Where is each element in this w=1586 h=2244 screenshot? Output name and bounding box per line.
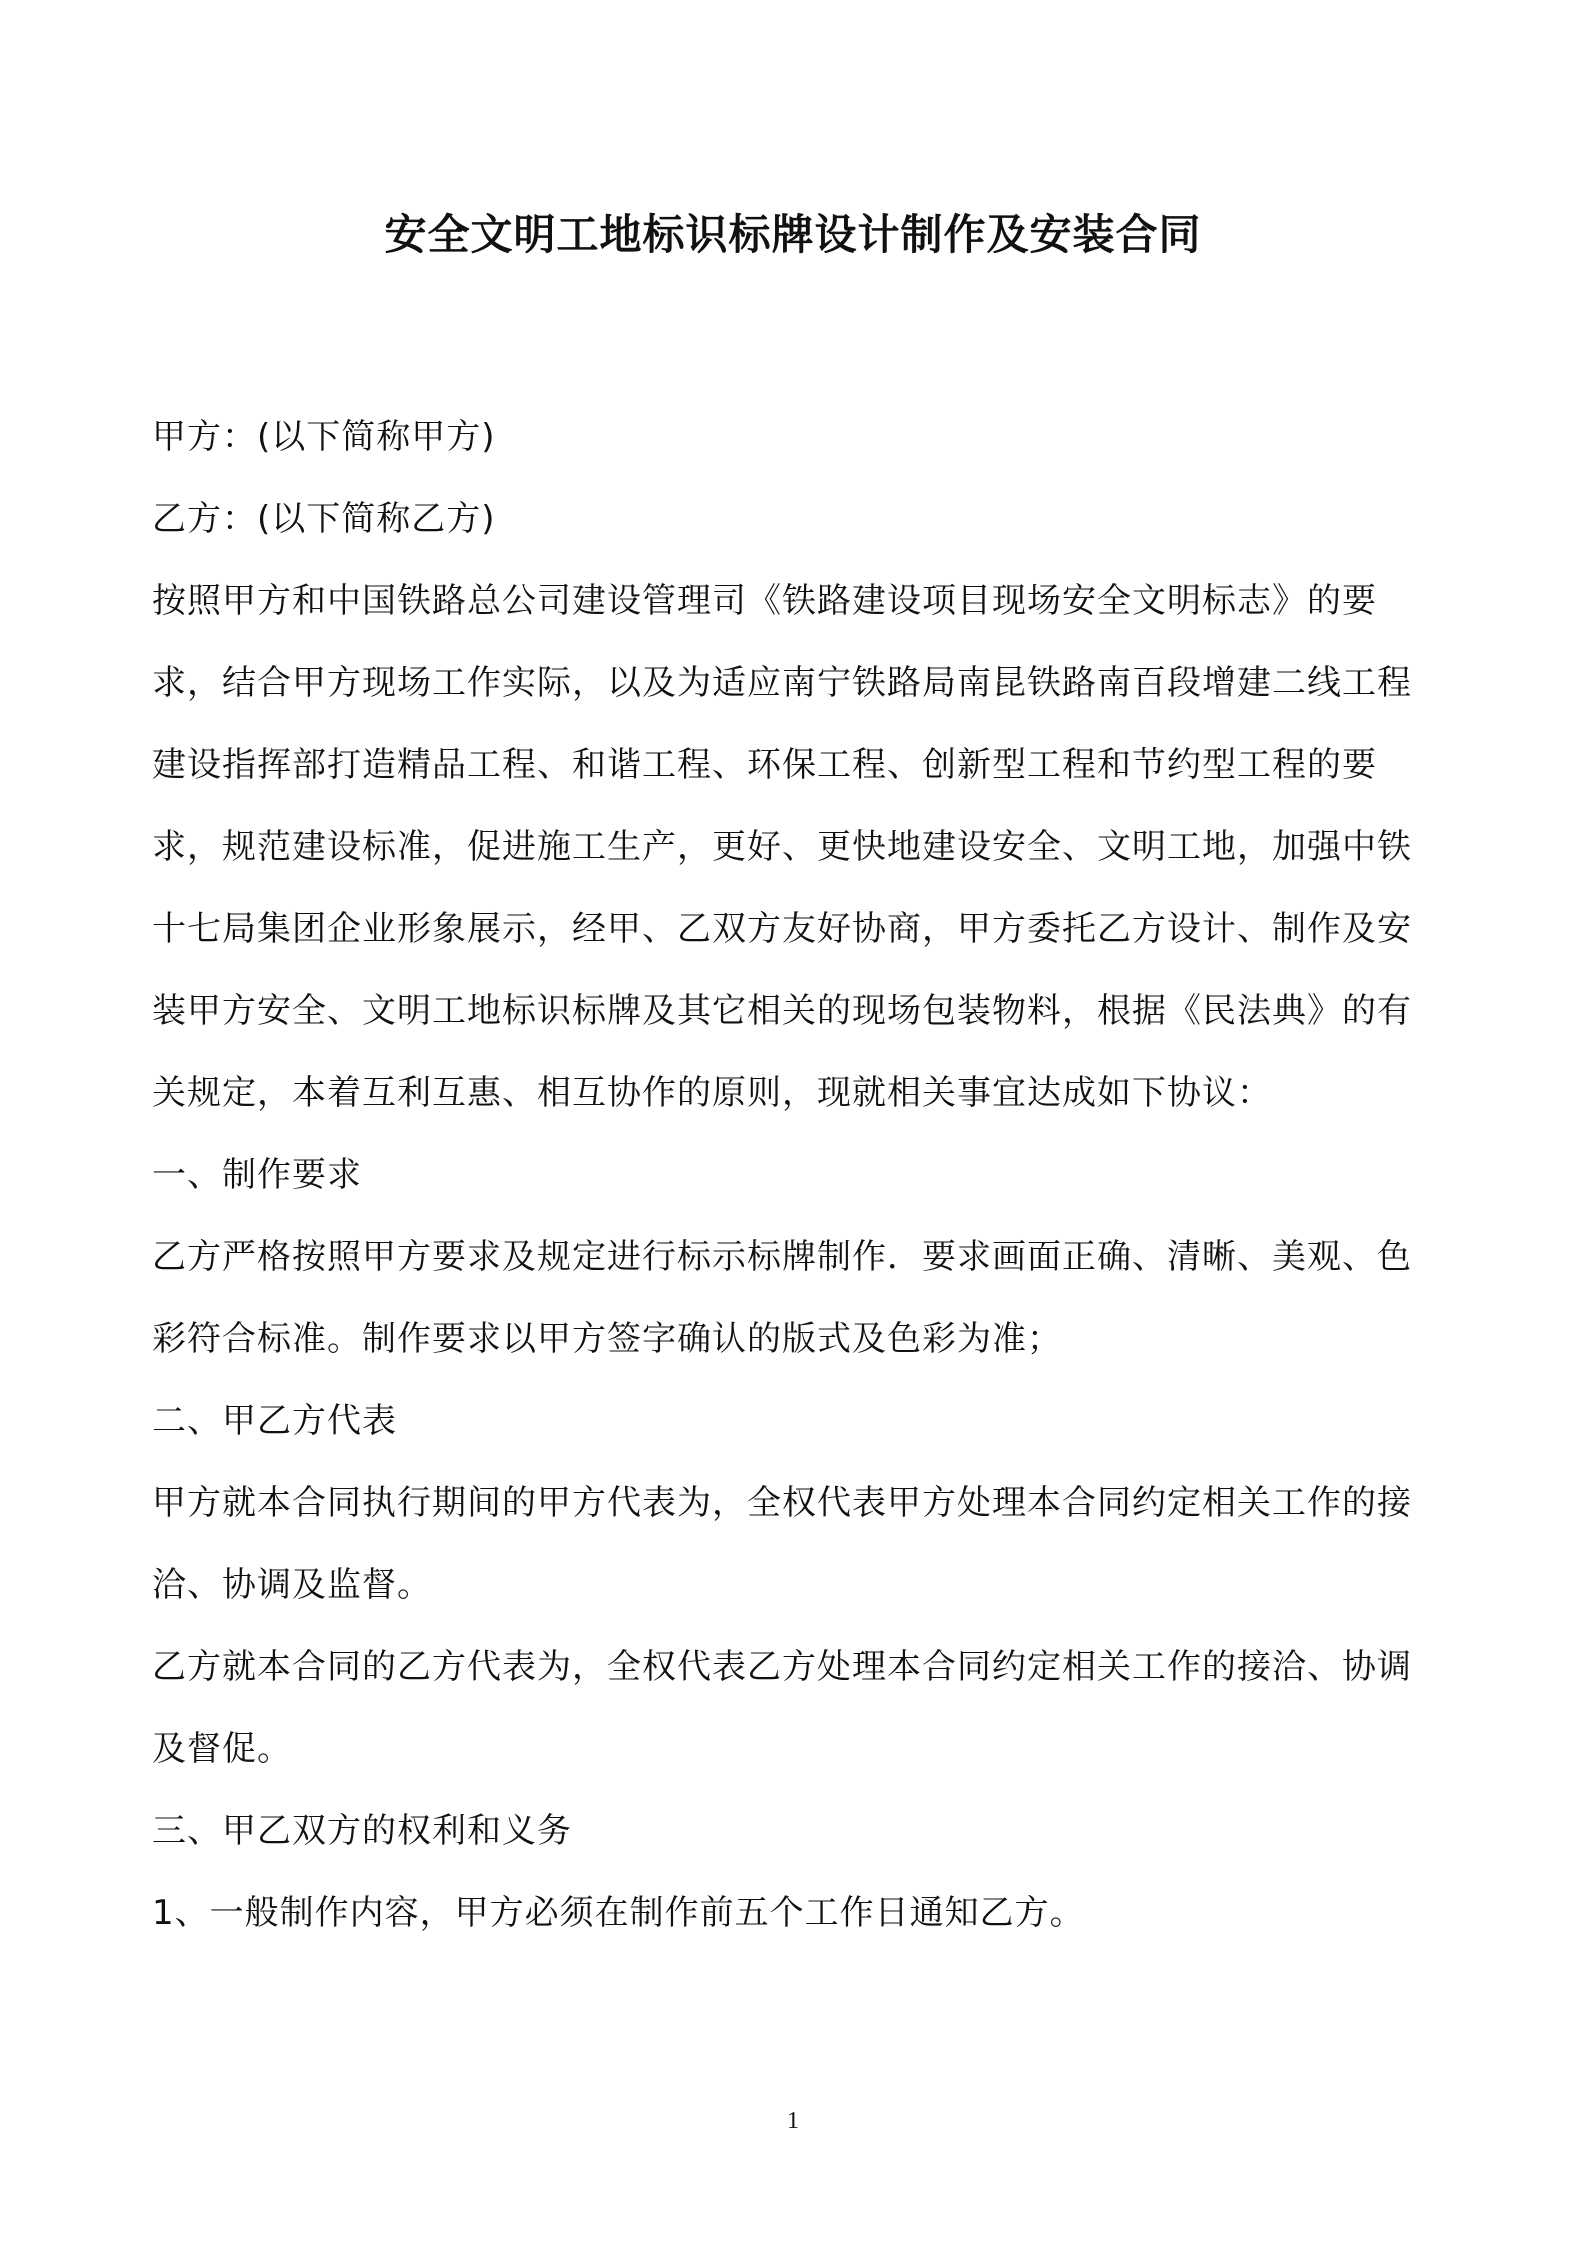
section-2-heading: 二、甲乙方代表 (152, 1401, 397, 1441)
section-1-paragraph: 乙方严格按照甲方要求及规定进行标示标牌制作．要求画面正确、清晰、美观、色彩符合标准。制作要求以甲方签字确认的版式及色彩为准； (152, 1237, 1412, 1359)
document-body (152, 396, 1442, 1954)
section-1-heading: 一、制作要求 (152, 1155, 362, 1195)
page-number: 1 (787, 2108, 799, 2134)
party-b-line: 乙方：(以下简称乙方) (152, 499, 496, 539)
intro-paragraph: 按照甲方和中国铁路总公司建设管理司《铁路建设项目现场安全文明标志》的要求，结合甲方现场工作实际，以及为适应南宁铁路局南昆铁路南百段增建二线工程建设指挥部打造精品工程、和谐工程、环保工程、创新型工程和节约型工程的要求，规范建设标准，促进施工生产，更好、更快地建设安全、文明工地，加强中铁十七局集团企业形象展示，经甲、乙双方友好协商，甲方委托乙方设计、制作及安装甲方安全、文明工地标识标牌及其它相关的现场包装物料，根据《民法典》的有关规定，本着互利互惠、相互协作的原则，现就相关事宜达成如下协议： (152, 581, 1412, 1113)
section-3-heading: 三、甲乙双方的权利和义务 (152, 1811, 572, 1851)
section-2-paragraph-party-a: 甲方就本合同执行期间的甲方代表为，全权代表甲方处理本合同约定相关工作的接洽、协调及监督。 (152, 1483, 1412, 1605)
party-a-line: 甲方：(以下简称甲方) (152, 417, 496, 457)
document-title: 安全文明工地标识标牌设计制作及安装合同 (384, 210, 1202, 259)
section-2-paragraph-party-b: 乙方就本合同的乙方代表为，全权代表乙方处理本合同约定相关工作的接洽、协调及督促。 (152, 1647, 1412, 1769)
section-3-item-1: 1、一般制作内容，甲方必须在制作前五个工作日通知乙方。 (152, 1893, 1085, 1933)
